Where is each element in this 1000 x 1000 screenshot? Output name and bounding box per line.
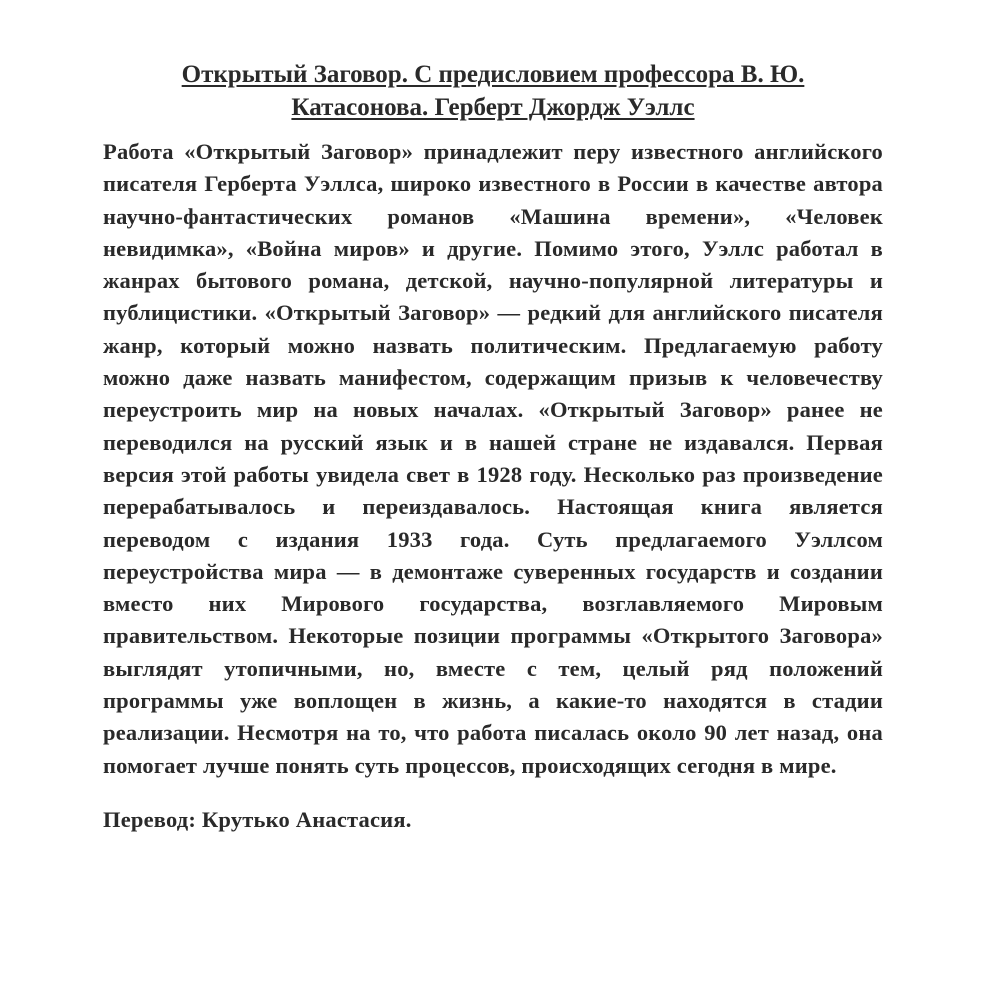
document-page <box>103 58 883 859</box>
description-paragraph: Работа «Открытый Заговор» принадлежит перу известного английского писателя Герберта Уэллса, широко известного в России в качестве автора научно-фантастических романов «Машина времени», «Человек невидимка», «Война миров» и другие. Помимо этого, Уэллс работал в жанрах бытового романа, детской, научно-популярной литературы и публицистики. «Открытый Заговор» — редкий для английского писателя жанр, который можно назвать политическим. Предлагаемую работу можно даже назвать манифестом, содержащим призыв к человечеству переустроить мир на новых началах. «Открытый Заговор» ранее не переводился на русский язык и в нашей стране не издавался. Первая версия этой работы увидела свет в 1928 году. Несколько раз произведение перерабатывалось и переиздавалось. Настоящая книга является переводом с издания 1933 года. Суть предлагаемого Уэллсом переустройства мира — в демонтаже суверенных государств и создании вместо них Мирового государства, возглавляемого Мировым правительством. Некоторые позиции программы «Открытого Заговора» выглядят утопичными, но, вместе с тем, целый ряд положений программы уже воплощен в жизнь, а какие-то находятся в стадии реализации. Несмотря на то, что работа писалась около 90 лет назад, она помогает лучше понять суть процессов, происходящих сегодня в мире. <box>103 139 883 778</box>
translator-credit: Перевод: Крутько Анастасия. <box>103 807 412 833</box>
document-title: Открытый Заговор. С предисловием профессора В. Ю. Катасонова. Герберт Джордж Уэллс <box>181 61 805 121</box>
